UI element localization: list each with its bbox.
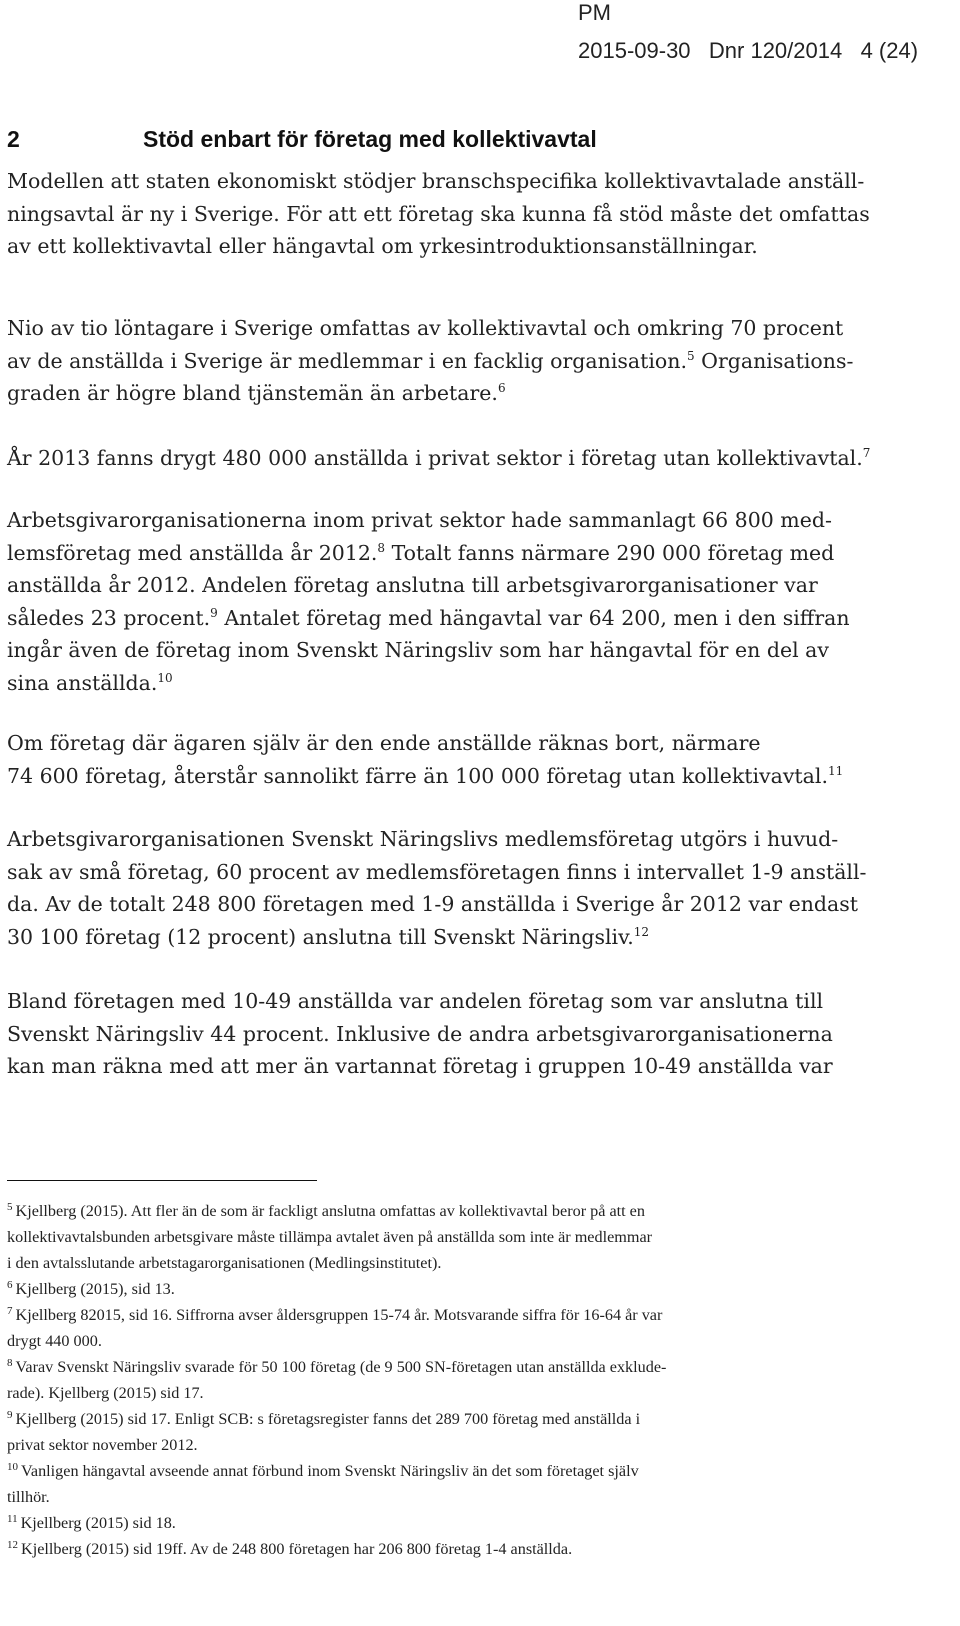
footnote	[7, 1355, 927, 1407]
footnote-text: privat sektor november 2012.	[7, 1435, 198, 1454]
text-run: Bland företagen med 10-49 anställda var andelen företag som var anslutna till	[7, 989, 824, 1013]
footnote-text: Kjellberg (2015) sid 18.	[20, 1514, 176, 1532]
footnote	[7, 1407, 927, 1459]
footnote-line	[7, 1381, 927, 1407]
footnote-text: drygt 440 000.	[7, 1331, 102, 1350]
document-type: PM	[578, 0, 611, 25]
paragraph	[7, 165, 927, 263]
footnote-text: Kjellberg (2015), sid 13.	[15, 1280, 175, 1298]
section-title: Stöd enbart för företag med kollektivavtal	[143, 126, 597, 152]
section-number: 2	[7, 126, 20, 152]
footnote-reference: 7	[862, 446, 871, 460]
footnote-text: Varav Svenskt Näringsliv svarade för 50 100 företag (de 9 500 SN-företagen utan anställda exklude-	[15, 1358, 667, 1376]
footnote	[7, 1537, 927, 1563]
paragraph-line	[7, 345, 927, 378]
text-run: År 2013 fanns drygt 480 000 anställda i privat sektor i företag utan kollektivavtal.	[7, 446, 863, 470]
footnote-reference: 10	[157, 670, 173, 685]
footnote	[7, 1511, 927, 1537]
footnote-line	[7, 1225, 927, 1251]
paragraph-line	[7, 442, 927, 475]
paragraph-line	[7, 856, 927, 889]
footnote-line	[7, 1485, 927, 1511]
paragraph-line	[7, 1050, 927, 1083]
paragraph	[7, 985, 927, 1083]
paragraph	[7, 504, 927, 699]
text-run: sak av små företag, 60 procent av medlemsföretagen finns i intervallet 1-9 anställ-	[7, 859, 867, 884]
footnote-line	[7, 1511, 927, 1537]
text-run: Organisations-	[694, 348, 854, 373]
text-run: Arbetsgivarorganisationen Svenskt Näringslivs medlemsföretag utgörs i huvud-	[7, 827, 839, 851]
footnote	[7, 1199, 927, 1276]
page-number: 4 (24)	[860, 38, 919, 63]
paragraph-line	[7, 823, 927, 856]
paragraph-line	[7, 198, 927, 231]
paragraph	[7, 312, 927, 410]
paragraph-line	[7, 377, 927, 410]
footnote-number: 11	[7, 1513, 18, 1525]
paragraph-line	[7, 230, 927, 263]
footnote-text: Kjellberg (2015) sid 17. Enligt SCB: s företagsregister fanns det 289 700 företag med anställda i	[15, 1410, 641, 1428]
footnote-number: 12	[7, 1539, 18, 1551]
paragraph-line	[7, 1018, 927, 1051]
footnote-reference: 6	[497, 381, 506, 395]
footnote	[7, 1277, 927, 1303]
footnote-reference: 9	[210, 605, 218, 620]
footnote-line	[7, 1277, 927, 1303]
text-run: ningsavtal är ny i Sverige. För att ett företag ska kunna få stöd måste det omfattas	[7, 201, 870, 226]
footnote-reference: 8	[377, 540, 386, 555]
footnote-reference: 11	[827, 763, 844, 778]
text-run: da. Av de totalt 248 800 företagen med 1-9 anställda i Sverige år 2012 var endast	[7, 892, 859, 916]
text-run: således 23 procent.	[7, 605, 211, 630]
text-run: Totalt fanns närmare 290 000 företag med	[385, 540, 835, 565]
footnote-line	[7, 1459, 927, 1485]
text-run: sina anställda.	[7, 670, 158, 695]
footnote-number: 9	[7, 1409, 13, 1421]
paragraph	[7, 442, 927, 475]
footnote-number: 5	[7, 1201, 13, 1213]
footnote-text: i den avtalsslutande arbetstagarorganisationen (Medlingsinstitutet).	[7, 1253, 442, 1272]
text-run: ingår även de företag inom Svenskt Näringsliv som har hängavtal för en del av	[7, 638, 829, 662]
paragraph-line	[7, 504, 927, 537]
text-run: Modellen att staten ekonomiskt stödjer branschspecifika kollektivavtalade anställ-	[7, 169, 865, 193]
paragraph	[7, 823, 927, 953]
footnote-number: 7	[7, 1305, 13, 1317]
text-run: Svenskt Näringsliv 44 procent. Inklusive de andra arbetsgivarorganisationerna	[7, 1021, 833, 1046]
footnote	[7, 1303, 927, 1355]
text-run: Arbetsgivarorganisationerna inom privat sektor hade sammanlagt 66 800 med-	[7, 508, 832, 532]
footnote-text: Kjellberg 82015, sid 16. Siffrorna avser åldersgruppen 15-74 år. Motsvarande siffra för 16-64 år var	[15, 1306, 663, 1324]
footnote-line	[7, 1199, 927, 1225]
footnote-number: 6	[7, 1279, 13, 1291]
text-run: av de anställda i Sverige är medlemmar i en facklig organisation.	[7, 348, 687, 373]
text-run: kan man räkna med att mer än vartannat företag i gruppen 10-49 anställda var	[7, 1054, 833, 1078]
text-run: graden är högre bland tjänstemän än arbetare.	[7, 381, 498, 405]
footnote-line	[7, 1537, 927, 1563]
text-run: anställda år 2012. Andelen företag anslutna till arbetsgivarorganisationer var	[7, 573, 818, 597]
text-run: 74 600 företag, återstår sannolikt färre än 100 000 företag utan kollektivavtal.	[7, 763, 828, 788]
footnote-reference: 5	[687, 348, 695, 363]
footnote-number: 8	[7, 1357, 13, 1369]
document-date: 2015-09-30	[578, 38, 691, 63]
paragraph-line	[7, 727, 927, 760]
footnote-text: kollektivavtalsbunden arbetsgivare måste tillämpa avtalet även på anställda som inte är medlemmar	[7, 1227, 653, 1246]
footnote-text: rade). Kjellberg (2015) sid 17.	[7, 1383, 204, 1402]
document-dnr: Dnr 120/2014	[708, 38, 843, 63]
text-run: av ett kollektivavtal eller hängavtal om yrkesintroduktionsanställningar.	[7, 234, 758, 258]
paragraph-line	[7, 888, 927, 921]
paragraph-line	[7, 602, 927, 635]
paragraph-line	[7, 921, 927, 954]
footnote-number: 10	[7, 1461, 18, 1473]
footnote-line	[7, 1407, 927, 1433]
text-run: lemsföretag med anställda år 2012.	[7, 540, 378, 565]
paragraph-line	[7, 165, 927, 198]
paragraph-line	[7, 569, 927, 602]
footnote-text: Kjellberg (2015) sid 19ff. Av de 248 800 företagen har 206 800 företag 1-4 anställda.	[21, 1540, 573, 1558]
footnote-text: Vanligen hängavtal avseende annat förbund inom Svenskt Näringsliv än det som företaget själv	[21, 1462, 639, 1480]
text-run: Antalet företag med hängavtal var 64 200, men i den siffran	[217, 605, 850, 630]
paragraph-line	[7, 667, 927, 700]
text-run: Nio av tio löntagare i Sverige omfattas av kollektivavtal och omkring 70 procent	[7, 316, 844, 340]
footnote-text: Kjellberg (2015). Att fler än de som är fackligt anslutna omfattas av kollektivavtal beror på att en	[15, 1202, 645, 1220]
footnote-separator	[7, 1180, 317, 1181]
paragraph-line	[7, 312, 927, 345]
footnote-line	[7, 1433, 927, 1459]
text-run: Om företag där ägaren själv är den ende anställde räknas bort, närmare	[7, 731, 761, 755]
footnote-line	[7, 1329, 927, 1355]
paragraph	[7, 727, 927, 792]
text-run: 30 100 företag (12 procent) anslutna till Svenskt Näringsliv.	[7, 924, 634, 949]
paragraph-line	[7, 985, 927, 1018]
section-heading	[7, 126, 597, 153]
paragraph-line	[7, 760, 927, 793]
footnote-line	[7, 1303, 927, 1329]
paragraph-line	[7, 634, 927, 667]
footnote-line	[7, 1355, 927, 1381]
footnote	[7, 1459, 927, 1511]
footnote-reference: 12	[633, 924, 650, 939]
footnote-line	[7, 1251, 927, 1277]
paragraph-line	[7, 537, 927, 570]
document-meta-line	[578, 38, 918, 64]
footnote-text: tillhör.	[7, 1487, 50, 1506]
